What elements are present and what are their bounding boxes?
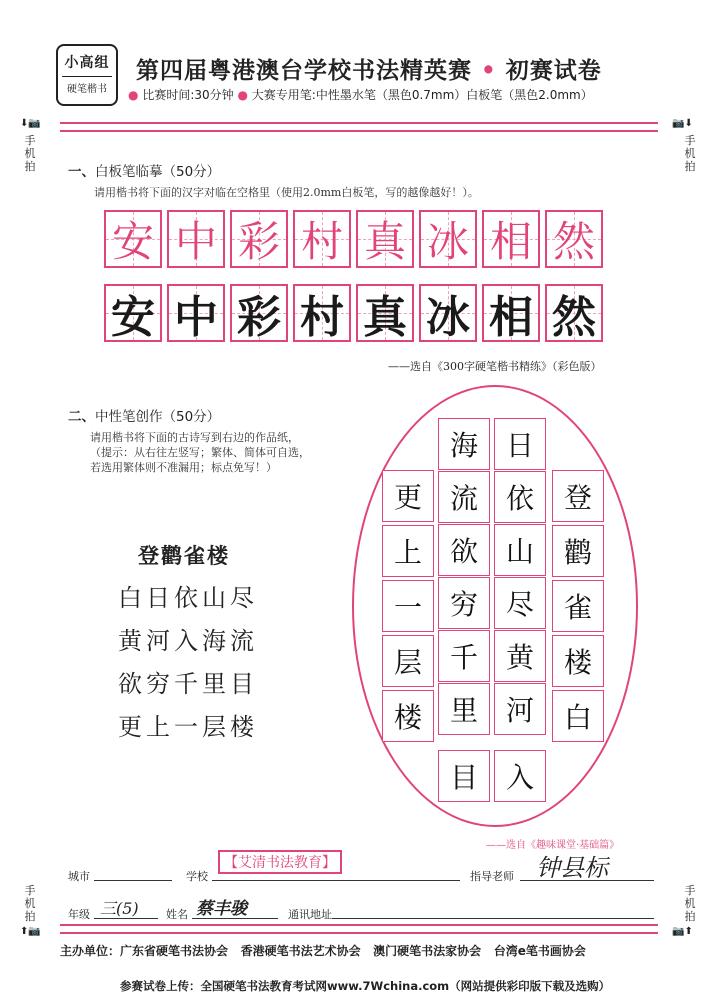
section2-title: 中性笔创作（50分） [95,409,221,425]
grade-value: 三(5) [100,899,139,918]
written-char: 然 [552,292,596,343]
work-char-cell: 雀 [552,580,604,632]
organizers [60,942,586,959]
work-char-cell: 鹳 [552,525,604,577]
work-char-cell: 欲 [438,524,490,576]
written-char-cell [167,284,225,342]
exam-time: 比赛时间:30分钟 [142,88,234,102]
side-char: 手 [24,134,36,147]
page-title [136,52,602,85]
section2-source: ——选自《趣味课堂·基础篇》 [486,840,620,851]
camera-icon: 📷⬆ [672,926,693,937]
group-badge [56,44,118,106]
bullet-icon: ● [237,88,248,102]
model-char: 村 [300,217,343,266]
model-char-cell [104,210,162,268]
exam-info [128,86,593,103]
written-char-cell [356,284,414,342]
model-char-cell [482,210,540,268]
side-char: 手 [684,884,696,897]
camera-icon: ⬇📷 [20,118,41,129]
side-char: 拍 [24,160,36,173]
section2-instruction [90,430,310,475]
side-char: 手 [684,134,696,147]
section1-source: ——选自《300字硬笔楷书精练》（彩色版） [388,360,602,373]
camera-icon: 📷⬇ [672,118,693,129]
city-label: 城市 [68,870,90,883]
teacher-signature: 钟县标 [536,854,608,882]
work-char-cell: 黄 [494,630,546,682]
organizer: 澳门硬笔书法家协会 [373,944,482,958]
instruction-line: （提示：从右往左竖写；繁体、简体可自选， [90,446,310,459]
group-badge-label: 小高组 [64,55,110,71]
grade-label: 年级 [68,908,90,921]
teacher-label: 指导老师 [470,870,514,883]
organizer: 香港硬笔书法艺术协会 [240,944,361,958]
title-main: 第四届粤港澳台学校书法精英赛 [136,57,472,84]
work-char-cell: 日 [494,418,546,470]
side-char: 机 [684,147,696,160]
written-char-cell [104,284,162,342]
work-char-cell: 层 [382,635,434,687]
model-char: 中 [174,217,217,266]
work-char-cell: 尽 [494,577,546,629]
work-char-cell: 穷 [438,577,490,629]
side-char: 拍 [684,910,696,923]
side-char: 拍 [24,910,36,923]
model-char-cell [230,210,288,268]
work-char-cell: 里 [438,683,490,735]
work-char-cell: 入 [494,750,546,802]
work-char-cell: 依 [494,471,546,523]
section1-title: 白板笔临摹（50分） [95,164,221,180]
section1-number: 一、 [68,164,95,180]
work-char-cell: 流 [438,471,490,523]
written-char-cell [293,284,351,342]
title-suffix: 初赛试卷 [505,57,602,84]
side-char: 机 [24,897,36,910]
section1-heading [68,160,220,180]
poem-line: 更上一层楼 [118,713,258,741]
model-char-cell [545,210,603,268]
section2-number: 二、 [68,409,95,425]
written-char: 村 [300,292,344,343]
model-char-cell [419,210,477,268]
model-char: 冰 [426,217,469,266]
work-char-cell: 海 [438,418,490,470]
written-char: 真 [363,292,407,343]
school-stamp: 【艾清书法教育】 [218,850,342,874]
work-char-cell: 河 [494,683,546,735]
model-char: 相 [489,217,532,266]
instruction-line: 请用楷书将下面的古诗写到右边的作品纸， [90,431,299,444]
camera-icon: ⬆📷 [20,926,41,937]
poem-line: 白日依山尽 [118,584,258,612]
organizer: 广东省硬笔书法协会 [120,944,229,958]
model-char: 安 [111,217,154,266]
side-mark-right-bottom [682,884,698,923]
side-char: 机 [684,897,696,910]
written-char: 相 [489,292,533,343]
model-char: 真 [363,217,406,266]
side-mark-right-top [682,134,698,173]
poem-line: 欲穷千里目 [118,670,258,698]
side-mark-left-top [22,134,38,173]
work-char-cell: 目 [438,750,490,802]
written-char: 彩 [237,292,281,343]
work-char-cell: 上 [382,525,434,577]
title-separator: • [481,57,497,84]
section1-instruction: 请用楷书将下面的汉字对临在空格里（使用2.0mm白板笔，写的越像越好！）。 [94,186,479,199]
side-char: 手 [24,884,36,897]
school-label: 学校 [186,870,208,883]
work-char-cell: 一 [382,580,434,632]
group-badge-sub: 硬笔楷书 [67,84,107,95]
model-char-cell [356,210,414,268]
work-char-cell: 楼 [552,635,604,687]
name-label: 姓名 [166,908,188,921]
organizers-label: 主办单位： [60,944,121,958]
written-char: 安 [111,292,155,343]
written-char: 中 [174,292,218,343]
work-char-cell: 更 [382,470,434,522]
written-char: 冰 [426,292,470,343]
organizer: 台湾e笔书画协会 [493,944,586,958]
exam-pen: 大赛专用笔:中性墨水笔（黑色0.7mm）白板笔（黑色2.0mm） [251,88,593,102]
side-mark-left-bottom [22,884,38,923]
address-field[interactable] [332,904,654,919]
side-char: 拍 [684,160,696,173]
written-char-cell [545,284,603,342]
instruction-line: 若选用繁体则不准漏用；标点免写！） [90,461,277,474]
work-char-cell: 白 [552,690,604,742]
name-value: 蔡丰骏 [196,899,247,919]
poem-line: 黄河入海流 [118,627,258,655]
work-char-cell: 楼 [382,690,434,742]
model-char-cell [293,210,351,268]
written-char-cell [230,284,288,342]
written-char-cell [419,284,477,342]
poem-title: 登鹳雀楼 [138,544,230,568]
bullet-icon: ● [128,88,139,102]
top-divider [60,122,658,132]
written-char-cell [482,284,540,342]
work-char-cell: 千 [438,630,490,682]
city-field[interactable] [94,866,172,881]
model-char: 彩 [237,217,280,266]
side-char: 机 [24,147,36,160]
model-char: 然 [552,217,595,266]
bottom-divider [60,924,658,934]
work-char-cell: 登 [552,470,604,522]
work-char-cell: 山 [494,524,546,576]
model-char-cell [167,210,225,268]
address-label: 通讯地址 [288,908,332,921]
upload-note: 参赛试卷上传：全国硬笔书法教育考试网www.7Wchina.com（网站提供彩印版下载及选购） [120,979,611,993]
section2-heading [68,405,220,425]
